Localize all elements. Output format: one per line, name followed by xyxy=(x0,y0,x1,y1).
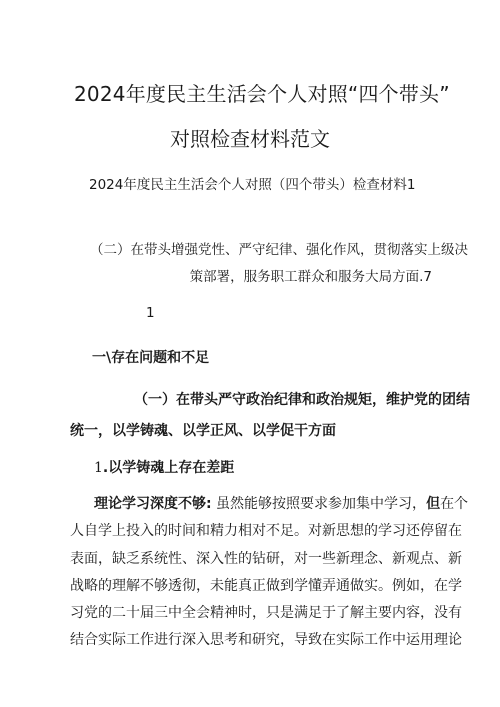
paragraph-line1 xyxy=(94,493,468,513)
item-heading-number: 1 xyxy=(94,460,103,476)
section-heading-1: 一\存在问题和不足 xyxy=(92,350,210,366)
subsection-heading-line1: （一）在带头严守政治纪律和政治规矩，维护党的团结 xyxy=(134,392,470,408)
paragraph-line2: 人自学上投入的时间和精力相对不足。对新思想的学习还停留在 xyxy=(70,523,462,539)
item-heading-text: .以学铸魂上存在差距 xyxy=(102,460,235,476)
paragraph-line5: 习党的二十届三中全会精神时，只是满足于了解主要内容，没有 xyxy=(70,605,462,621)
paragraph-lead: 理论学习深度不够: xyxy=(94,496,212,512)
paragraph-line6: 结合实际工作进行深入思考和研究，导致在实际工作中运用理论 xyxy=(70,632,462,648)
paragraph-line1-text-a: 虽然能够按照要求参加集中学习， xyxy=(211,496,427,512)
toc-entry-line1: （二）在带头增强党性、严守纪律、强化作风，贯彻落实上级决 xyxy=(90,242,468,258)
toc-entry-line2: 策部署，服务职工群众和服务大局方面.7 xyxy=(189,269,432,285)
toc-entry-page: 1 xyxy=(146,305,155,321)
doc-title-line2: 对照检查材料范文 xyxy=(170,127,330,151)
subsection-heading-line2: 统一，以学铸魂、以学正风、以学促干方面 xyxy=(70,423,336,439)
doc-title-line1: 2024年度民主生活会个人对照“四个带头” xyxy=(74,82,450,106)
doc-subtitle: 2024年度民主生活会个人对照（四个带头）检查材料1 xyxy=(89,177,416,193)
paragraph-line1-bold: 但 xyxy=(426,496,441,512)
item-heading xyxy=(94,457,234,477)
paragraph-line1-text-c: 在个 xyxy=(440,496,469,512)
paragraph-line3: 表面，缺乏系统性、深入性的钻研，对一些新理念、新观点、新 xyxy=(70,551,462,567)
paragraph-line4: 战略的理解不够透彻，未能真正做到学懂弄通做实。例如，在学 xyxy=(70,578,462,594)
